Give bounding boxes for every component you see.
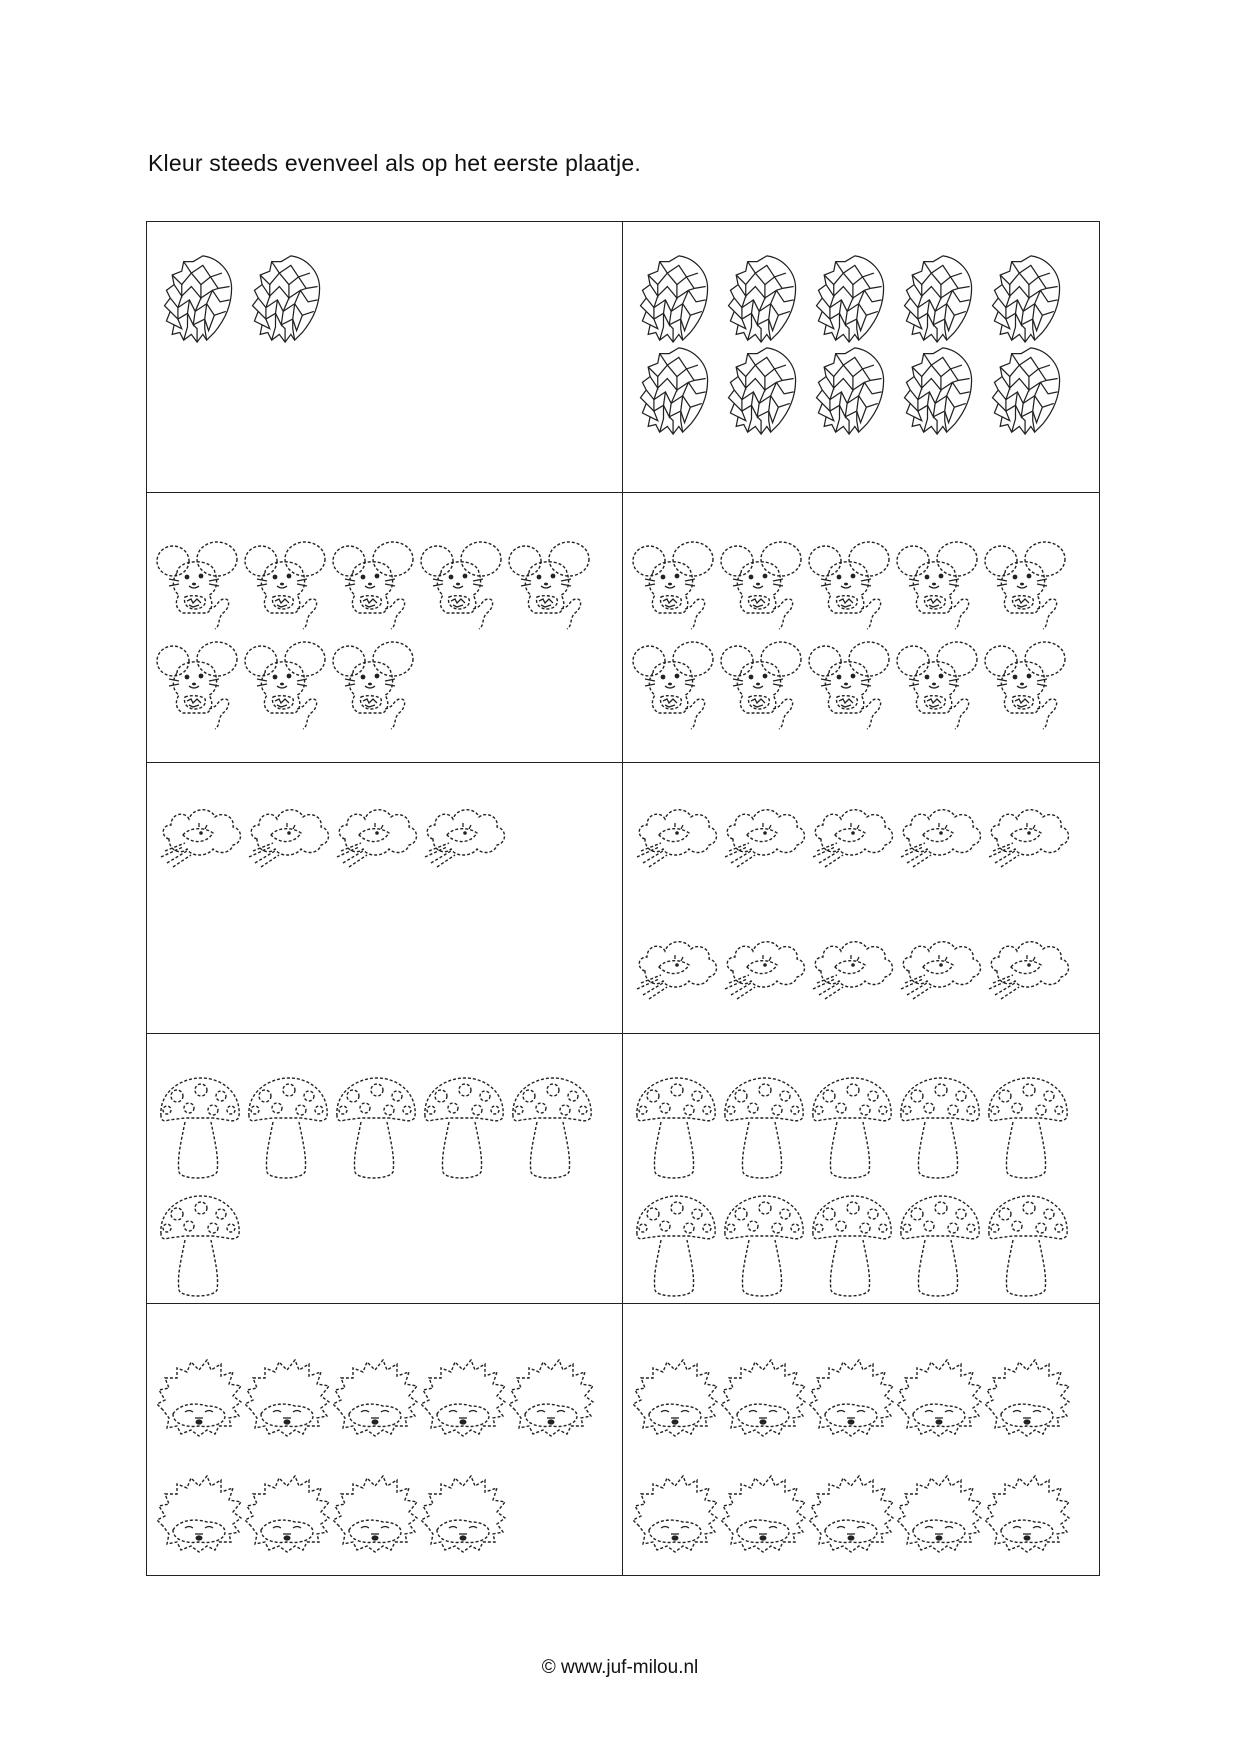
counting-grid [146,221,1100,1576]
pinecone-icon[interactable] [983,344,1071,436]
hedgehog-cloud-icon[interactable] [807,931,895,1001]
mouse-icon [243,639,331,731]
mushroom-icon[interactable] [983,1072,1071,1182]
pinecone-icon[interactable] [719,344,807,436]
mushroom-icon [419,1072,507,1182]
hedgehog-icon [419,1352,507,1444]
hedgehog-icon[interactable] [895,1468,983,1560]
hedgehog-cloud-icon[interactable] [719,931,807,1001]
hedgehog-cloud-icon[interactable] [983,931,1071,1001]
mouse-icon[interactable] [631,639,719,731]
pinecone-icon[interactable] [807,252,895,344]
hedgehog-icon[interactable] [807,1352,895,1444]
example-cell [147,1304,623,1575]
picture-group [631,799,1095,1033]
picture-group [631,539,1095,763]
mushroom-icon [155,1190,243,1300]
mushroom-icon[interactable] [719,1190,807,1300]
coloring-cell [623,1304,1099,1575]
hedgehog-icon[interactable] [631,1352,719,1444]
pinecone-icon[interactable] [807,344,895,436]
coloring-cell [623,493,1099,764]
coloring-cell [623,1034,1099,1305]
mouse-icon[interactable] [895,639,983,731]
mushroom-icon[interactable] [983,1190,1071,1300]
picture-group [155,1352,618,1575]
picture-group [155,252,618,492]
mushroom-icon[interactable] [895,1072,983,1182]
hedgehog-icon[interactable] [631,1468,719,1560]
mushroom-icon[interactable] [895,1190,983,1300]
hedgehog-cloud-icon[interactable] [807,799,895,869]
hedgehog-cloud-icon [331,799,419,869]
hedgehog-cloud-icon[interactable] [719,799,807,869]
mouse-icon[interactable] [719,639,807,731]
hedgehog-cloud-icon [419,799,507,869]
mouse-icon [507,539,595,631]
pinecone-icon[interactable] [895,252,983,344]
coloring-cell [623,222,1099,493]
hedgehog-icon [331,1468,419,1560]
mushroom-icon[interactable] [807,1190,895,1300]
pinecone-icon [155,252,243,344]
picture-group [155,799,618,1033]
mouse-icon[interactable] [631,539,719,631]
mushroom-icon[interactable] [631,1190,719,1300]
picture-group [631,252,1095,492]
pinecone-icon[interactable] [895,344,983,436]
pinecone-icon[interactable] [983,252,1071,344]
mouse-icon [155,539,243,631]
mouse-icon [331,639,419,731]
mouse-icon[interactable] [983,639,1071,731]
example-cell [147,493,623,764]
hedgehog-icon[interactable] [719,1352,807,1444]
hedgehog-icon[interactable] [895,1352,983,1444]
hedgehog-icon [331,1352,419,1444]
mouse-icon[interactable] [719,539,807,631]
hedgehog-icon[interactable] [807,1468,895,1560]
hedgehog-icon[interactable] [719,1468,807,1560]
mushroom-icon [243,1072,331,1182]
example-cell [147,763,623,1034]
example-cell [147,222,623,493]
picture-group [155,539,618,763]
hedgehog-cloud-icon[interactable] [895,931,983,1001]
hedgehog-cloud-icon[interactable] [983,799,1071,869]
hedgehog-icon [243,1352,331,1444]
copyright-footer: © www.juf-milou.nl [541,1657,699,1678]
instruction-text: Kleur steeds evenveel als op het eerste plaatje. [148,150,641,176]
hedgehog-icon [507,1352,595,1444]
mouse-icon[interactable] [983,539,1071,631]
pinecone-icon[interactable] [631,344,719,436]
pinecone-icon[interactable] [631,252,719,344]
hedgehog-icon [155,1352,243,1444]
hedgehog-cloud-icon[interactable] [895,799,983,869]
coloring-cell [623,763,1099,1034]
mouse-icon [419,539,507,631]
mouse-icon [243,539,331,631]
mouse-icon [331,539,419,631]
hedgehog-cloud-icon [155,799,243,869]
mouse-icon [155,639,243,731]
mouse-icon[interactable] [807,639,895,731]
hedgehog-icon [419,1468,507,1560]
hedgehog-icon[interactable] [983,1468,1071,1560]
picture-group [155,1072,618,1304]
mushroom-icon [155,1072,243,1182]
mouse-icon[interactable] [807,539,895,631]
picture-group [631,1072,1095,1304]
hedgehog-icon [243,1468,331,1560]
hedgehog-cloud-icon[interactable] [631,799,719,869]
hedgehog-cloud-icon[interactable] [631,931,719,1001]
pinecone-icon[interactable] [719,252,807,344]
mushroom-icon[interactable] [807,1072,895,1182]
mushroom-icon[interactable] [719,1072,807,1182]
picture-group [631,1352,1095,1575]
hedgehog-icon[interactable] [983,1352,1071,1444]
hedgehog-icon [155,1468,243,1560]
mushroom-icon [331,1072,419,1182]
mouse-icon[interactable] [895,539,983,631]
mushroom-icon [507,1072,595,1182]
example-cell [147,1034,623,1305]
mushroom-icon[interactable] [631,1072,719,1182]
hedgehog-cloud-icon [243,799,331,869]
pinecone-icon [243,252,331,344]
